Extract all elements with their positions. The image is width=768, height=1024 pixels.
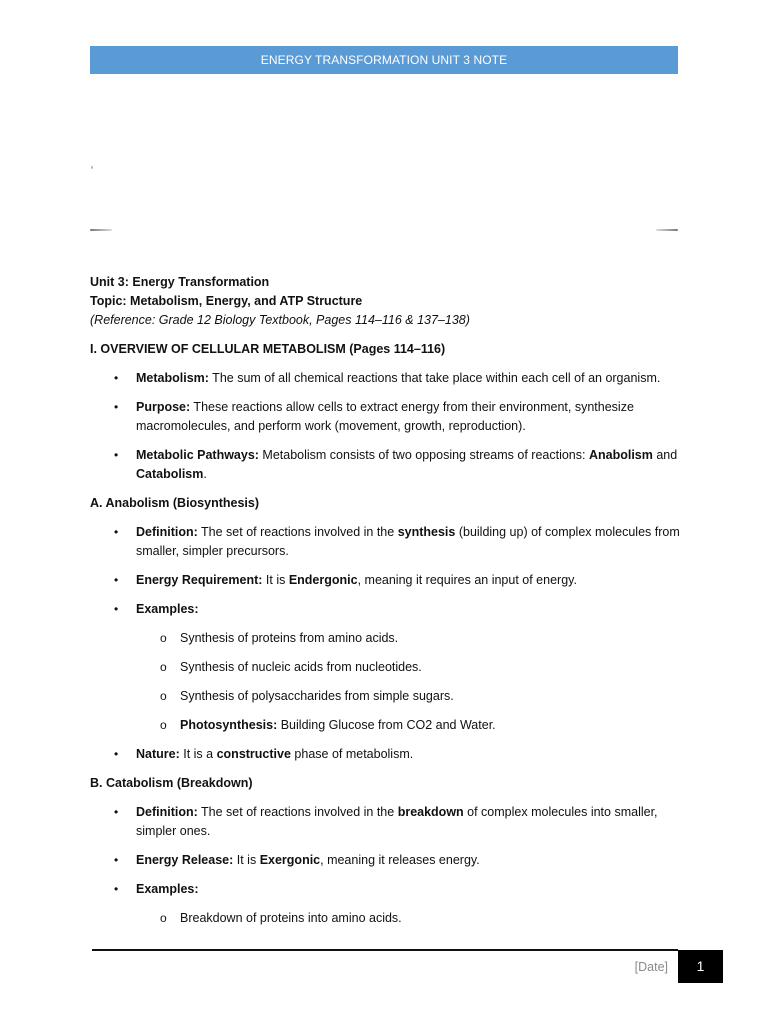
catabolism-list xyxy=(90,803,680,928)
bullet-icon: • xyxy=(114,371,119,385)
anabolism-list xyxy=(90,523,680,764)
section-heading-catabolism: B. Catabolism (Breakdown) xyxy=(90,776,253,790)
catabolism-examples xyxy=(136,909,680,928)
list-item: • Nature: It is a constructive phase of metabolism. xyxy=(90,745,680,764)
bullet-icon: • xyxy=(114,805,119,819)
list-item: • Definition: The set of reactions involved in the synthesis (building up) of complex molecules from smaller, simpler precursors. xyxy=(114,525,680,558)
list-item: • Energy Release: It is Exergonic, meaning it releases energy. xyxy=(90,851,680,870)
bullet-icon: • xyxy=(114,525,119,539)
list-item: • Examples: o Breakdown of proteins into amino acids. xyxy=(90,880,680,928)
bullet-icon: • xyxy=(114,400,119,414)
document-body xyxy=(90,273,680,938)
overview-list xyxy=(90,369,680,484)
sub-list-item: o Synthesis of polysaccharides from simple sugars. xyxy=(136,687,680,706)
circle-bullet-icon: o xyxy=(160,660,167,674)
topic-title: Topic: Metabolism, Energy, and ATP Structure xyxy=(90,294,363,308)
divider-right xyxy=(656,229,678,231)
reference-line: (Reference: Grade 12 Biology Textbook, Pages 114–116 & 137–138) xyxy=(90,313,470,327)
bullet-icon: • xyxy=(114,853,119,867)
section-heading-overview: I. OVERVIEW OF CELLULAR METABOLISM (Pages 114–116) xyxy=(90,342,446,356)
bullet-icon: • xyxy=(114,573,119,587)
sub-list-item: o Breakdown of proteins into amino acids. xyxy=(136,909,680,928)
bullet-icon: • xyxy=(114,747,119,761)
list-item: • Examples: o Synthesis of proteins from amino acids. o Synthesis of nucleic acids from nucleotides. o Synthesis of polysaccharides from simple sugars. o Photosynthesis: Building Glucose from CO2 and Water. xyxy=(90,600,680,735)
sub-list-item: o Photosynthesis: Building Glucose from CO2 and Water. xyxy=(136,716,680,735)
footer-rule xyxy=(92,949,678,951)
sub-list-item: o Synthesis of nucleic acids from nucleotides. xyxy=(136,658,680,677)
bullet-icon: • xyxy=(114,602,119,616)
circle-bullet-icon: o xyxy=(160,911,167,925)
stray-mark: ‘ xyxy=(91,165,94,176)
bullet-icon: • xyxy=(114,448,119,462)
header-banner: ENERGY TRANSFORMATION UNIT 3 NOTE xyxy=(90,46,678,74)
list-item: • Metabolism: The sum of all chemical reactions that take place within each cell of an organism. xyxy=(90,369,680,388)
bullet-icon: • xyxy=(114,882,119,896)
list-item: • Metabolic Pathways: Metabolism consists of two opposing streams of reactions: Anabolism and Catabolism. xyxy=(114,448,678,481)
list-item: • Definition: The set of reactions involved in the breakdown of complex molecules into smaller, simpler ones. xyxy=(114,805,658,838)
sub-list-item: o Synthesis of proteins from amino acids. xyxy=(136,629,680,648)
circle-bullet-icon: o xyxy=(160,631,167,645)
section-heading-anabolism: A. Anabolism (Biosynthesis) xyxy=(90,496,260,510)
page-number: 1 xyxy=(678,950,723,983)
list-item: • Energy Requirement: It is Endergonic, meaning it requires an input of energy. xyxy=(90,571,680,590)
footer-date: [Date] xyxy=(634,960,668,974)
unit-title: Unit 3: Energy Transformation xyxy=(90,275,270,289)
list-item: • Purpose: These reactions allow cells to extract energy from their environment, synthesize macromolecules, and perform work (movement, growth, reproduction). xyxy=(114,400,634,433)
divider-left xyxy=(90,229,112,231)
circle-bullet-icon: o xyxy=(160,718,167,732)
circle-bullet-icon: o xyxy=(160,689,167,703)
anabolism-examples xyxy=(136,629,680,735)
